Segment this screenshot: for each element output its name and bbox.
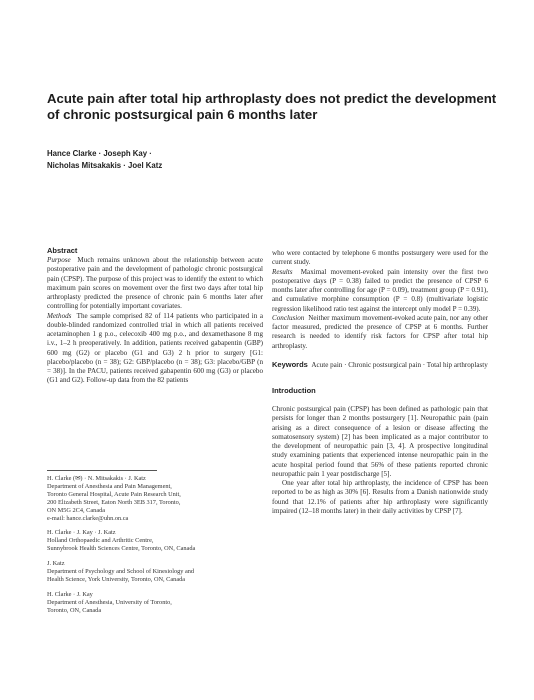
affiliation-line: Health Science, York University, Toronto, ON, Canada [47, 575, 186, 583]
keywords-text: Acute pain · Chronic postsurgical pain · Total hip arthroplasty [311, 360, 488, 369]
intro-paragraph: One year after total hip arthroplasty, the incidence of CPSP has been reported to be as high as 30% [6]. Results from a Danish nationwide study found that 12.1% of patients after hip arthroplasty were significantly impaired (12–18 months later) in their daily activities by CPSP [7]. [272, 479, 488, 515]
affiliation-line: 200 Elizabeth Street, Eaton North 3EB 317, Toronto, [47, 498, 181, 506]
methods-text: The sample comprised 82 of 114 patients who participated in a double-blinded randomized controlled trial in which all patients received acetaminophen 1 g p.o., celecoxib 400 mg p.o., and dexamethasone 8 mg i.v., 1–2 h preoperatively. In addition, patients received gabapentin (GBP) 600 mg (G2) or placebo (G1 and G3) 2 h prior to surgery [G1: placebo/placebo (n = 38); G2: GBP/placebo (n = 38); G3: placebo/GBP (n = 38)]. In the PACU, patients received gabapentin 600 mg (G3) or placebo (G1 and G2). Follow-up data from the 82 patients [47, 311, 264, 385]
affiliation-email[interactable]: e-mail: hance.clarke@uhn.on.ca [47, 514, 129, 522]
methods-label: Methods [47, 311, 72, 320]
abstract-continuation: who were contacted by telephone 6 months postsurgery were used for the current study. [272, 249, 488, 267]
affiliation-line: Toronto, ON, Canada [47, 606, 102, 614]
purpose-text: Much remains unknown about the relationship between acute postoperative pain and the development of pathologic chronic postsurgical pain (CPSP). The purpose of this project was to identify the extent to which maximum pain scores on movement over the first two days after total hip arthroplasty predicted the presence of chronic pain 6 months later after controlling for potentially important covariates. [47, 256, 264, 311]
affiliation-line: Department of Psychology and School of Kinesiology and [47, 568, 195, 576]
affiliation-line: J. Katz [47, 560, 65, 568]
affiliation-line: H. Clarke (✉) · N. Mitsakakis · J. Katz [47, 475, 146, 482]
abstract-purpose [47, 256, 263, 312]
affiliation-line: Sunnybrook Health Sciences Centre, Toronto, ON, Canada [47, 545, 196, 553]
affiliation-line: H. Clarke · J. Kay [47, 590, 93, 598]
purpose-label: Purpose [47, 256, 71, 264]
affiliation-block [47, 591, 263, 615]
affiliation-block [47, 475, 263, 522]
affiliation-line: ON M5G 2C4, Canada [47, 506, 106, 514]
abstract-heading: Abstract [47, 246, 78, 255]
article-title: Acute pain after total hip arthroplasty does not predict the development of chronic postsurgical pain 6 months later [47, 91, 497, 122]
author-line: Hance Clarke · Joseph Kay · [47, 149, 152, 158]
keywords-label: Keywords [272, 359, 308, 369]
conclusion-label: Conclusion [272, 313, 305, 322]
affiliation-line: Toronto General Hospital, Acute Pain Research Unit, [47, 490, 181, 498]
abstract-conclusion [272, 314, 488, 351]
introduction-heading: Introduction [272, 386, 316, 395]
abstract-column [47, 246, 263, 386]
author-line: Nicholas Mitsakakis · Joel Katz [47, 161, 163, 170]
right-column [272, 249, 488, 516]
affiliation-line: H. Clarke · J. Kay · J. Katz [47, 529, 116, 537]
affiliation-block [47, 560, 263, 584]
footnote-rule [47, 470, 157, 471]
conclusion-text: Neither maximum movement-evoked acute pain, nor any other factor measured, predicted the presence of CPSP at 6 months. Further research is needed to identify risk factors for CPSP after total hip arthroplasty. [272, 313, 489, 350]
affiliation-block [47, 529, 263, 553]
abstract-methods [47, 312, 263, 386]
affiliation-line: Holland Orthopaedic and Arthritic Centre, [47, 537, 154, 545]
results-label: Results [272, 267, 293, 276]
affiliation-line: Department of Anesthesia and Pain Management, [47, 482, 172, 490]
keywords [272, 360, 488, 370]
affiliations [47, 475, 263, 622]
intro-paragraph: Chronic postsurgical pain (CPSP) has been defined as pathologic pain that persists for longer than 2 months postsurgery [1]. Neuropathic pain (pain arising as a direct consequence of a lesion or disease affecting the somatosensory system) [2] has been implicated as a major contributor to the development of neuropathic pain [3, 4]. A prospective longitudinal study examining patients that experienced intense neuropathic pain in the acute hospital period found that 56% of these patients reported chronic neuropathic pain 1 year postdischarge [5]. [272, 405, 488, 478]
author-list [47, 148, 347, 172]
affiliation-line: Department of Anesthesia, University of Toronto, [47, 598, 172, 606]
results-text: Maximal movement-evoked pain intensity over the first two postoperative days (P = 0.38) failed to predict the presence of CPSP 6 months later after controlling for age (P = 0.09), treatment group (P = 0.91), and cumulative morphine consumption (P = 0.8) (multivariate logistic regression likelihood ratio test against the intercept only model P = 0.39). [272, 267, 488, 313]
abstract-results [272, 268, 488, 314]
